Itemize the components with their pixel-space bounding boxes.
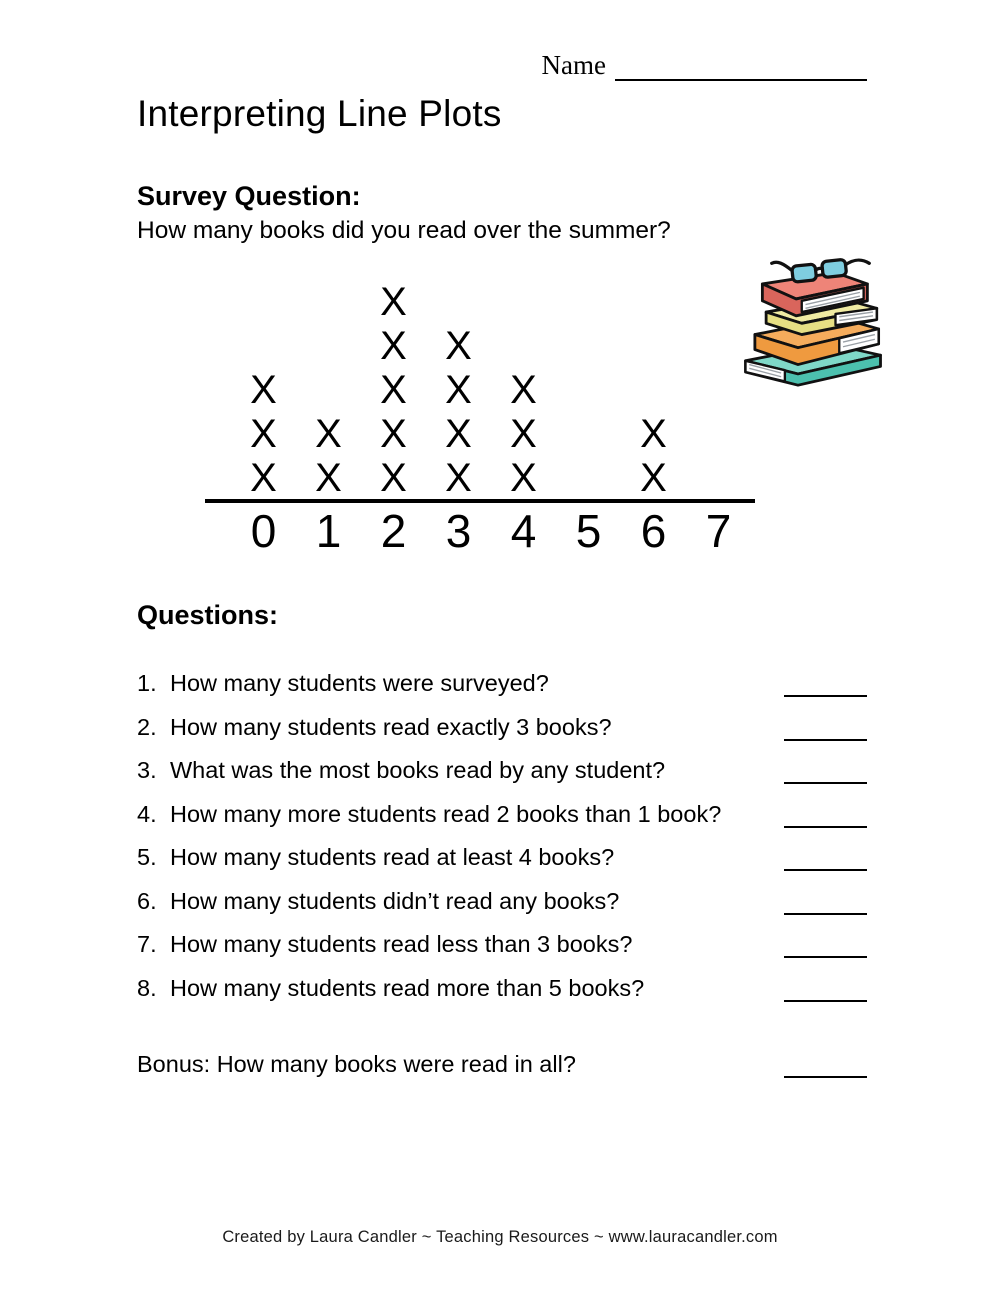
- plot-mark-0-row4: [231, 323, 296, 367]
- plot-mark-6-row3: [621, 367, 686, 411]
- plot-mark-0-row5: [231, 279, 296, 323]
- plot-mark-3-row1: X: [445, 456, 472, 500]
- plot-mark-7-row1: [686, 455, 751, 499]
- question-row-5: [137, 841, 867, 871]
- plot-mark-0-row1: X: [250, 456, 277, 500]
- axis-labels: [231, 506, 755, 556]
- plot-mark-6-row5: [621, 279, 686, 323]
- question-number: 8.: [137, 974, 157, 1001]
- bonus-question-text: Bonus: How many books were read in all?: [137, 1050, 576, 1077]
- bonus-question-row: [137, 1048, 867, 1078]
- line-plot-grid: [231, 279, 755, 499]
- books-stack-clipart: [738, 257, 888, 399]
- answer-blank-6[interactable]: [784, 885, 867, 915]
- answer-blank-3[interactable]: [784, 754, 867, 784]
- line-plot: [205, 279, 755, 556]
- plot-mark-0-row2: X: [250, 412, 277, 456]
- plot-mark-6-row4: [621, 323, 686, 367]
- plot-mark-6-row1: X: [640, 456, 667, 500]
- axis-tick-label-7: 7: [705, 505, 732, 557]
- question-number: 2.: [137, 713, 157, 740]
- axis-tick-label-2: 2: [380, 505, 407, 557]
- question-number: 1.: [137, 670, 157, 696]
- survey-question-text: How many books did you read over the summer?: [137, 217, 671, 244]
- survey-question-heading: Survey Question:: [137, 181, 361, 211]
- plot-mark-4-row4: [491, 323, 556, 367]
- plot-mark-5-row2: [556, 411, 621, 455]
- plot-mark-3-row5: [426, 279, 491, 323]
- axis-tick-label-4: 4: [510, 505, 537, 557]
- question-text: How many students read at least 4 books?: [170, 844, 615, 870]
- line-plot-section: [137, 279, 867, 556]
- plot-mark-1-row5: [296, 279, 361, 323]
- plot-mark-3-row4: X: [445, 324, 472, 368]
- question-row-7: [137, 928, 867, 958]
- plot-mark-6-row2: X: [640, 412, 667, 456]
- axis-tick-label-0: 0: [250, 505, 277, 557]
- plot-mark-2-row3: X: [380, 368, 407, 412]
- plot-mark-4-row1: X: [510, 456, 537, 500]
- plot-mark-2-row2: X: [380, 412, 407, 456]
- question-row-4: [137, 798, 867, 828]
- question-text: How many students read less than 3 books?: [170, 931, 633, 957]
- axis-tick-label-1: 1: [315, 505, 342, 557]
- question-row-2: [137, 711, 867, 741]
- line-plot-axis: [205, 499, 755, 503]
- answer-blank-bonus[interactable]: [784, 1048, 867, 1078]
- plot-mark-0-row3: X: [250, 368, 277, 412]
- question-row-3: [137, 754, 867, 784]
- plot-mark-3-row2: X: [445, 412, 472, 456]
- question-number: 6.: [137, 887, 157, 914]
- plot-mark-5-row4: [556, 323, 621, 367]
- question-number: 3.: [137, 757, 157, 783]
- plot-mark-2-row4: X: [380, 324, 407, 368]
- answer-blank-4[interactable]: [784, 798, 867, 828]
- answer-blank-8[interactable]: [784, 972, 867, 1002]
- answer-blank-5[interactable]: [784, 841, 867, 871]
- question-text: What was the most books read by any student?: [170, 757, 666, 783]
- question-number: 5.: [137, 844, 157, 870]
- question-row-8: [137, 972, 867, 1002]
- axis-tick-label-5: 5: [575, 505, 602, 557]
- plot-mark-4-row3: X: [510, 368, 537, 412]
- name-label: Name: [541, 50, 606, 80]
- plot-mark-5-row3: [556, 367, 621, 411]
- question-row-1: [137, 667, 867, 697]
- plot-mark-1-row3: [296, 367, 361, 411]
- page-title: Interpreting Line Plots: [137, 93, 502, 134]
- plot-mark-7-row2: [686, 411, 751, 455]
- plot-mark-4-row5: [491, 279, 556, 323]
- name-row: [137, 0, 867, 81]
- axis-tick-label-6: 6: [640, 505, 667, 557]
- plot-mark-4-row2: X: [510, 412, 537, 456]
- question-number: 4.: [137, 800, 157, 827]
- plot-mark-5-row5: [556, 279, 621, 323]
- question-text: How many students read more than 5 books?: [170, 974, 645, 1001]
- plot-mark-1-row1: X: [315, 456, 342, 500]
- question-text: How many students read exactly 3 books?: [170, 713, 612, 740]
- plot-mark-3-row3: X: [445, 368, 472, 412]
- question-number: 7.: [137, 931, 157, 957]
- question-text: How many more students read 2 books than 1 book?: [170, 800, 722, 827]
- plot-mark-5-row1: [556, 455, 621, 499]
- plot-mark-1-row4: [296, 323, 361, 367]
- plot-mark-1-row2: X: [315, 412, 342, 456]
- plot-mark-2-row1: X: [380, 456, 407, 500]
- questions-heading: Questions:: [137, 600, 279, 630]
- plot-mark-2-row5: X: [380, 280, 407, 324]
- answer-blank-7[interactable]: [784, 928, 867, 958]
- questions-list: [137, 667, 867, 1078]
- axis-tick-label-3: 3: [445, 505, 472, 557]
- question-text: How many students didn’t read any books?: [170, 887, 620, 914]
- name-answer-line[interactable]: [615, 51, 867, 81]
- answer-blank-2[interactable]: [784, 711, 867, 741]
- question-row-6: [137, 885, 867, 915]
- answer-blank-1[interactable]: [784, 667, 867, 697]
- footer-credit: Created by Laura Candler ~ Teaching Resources ~ www.lauracandler.com: [222, 1228, 778, 1246]
- question-text: How many students were surveyed?: [170, 670, 549, 696]
